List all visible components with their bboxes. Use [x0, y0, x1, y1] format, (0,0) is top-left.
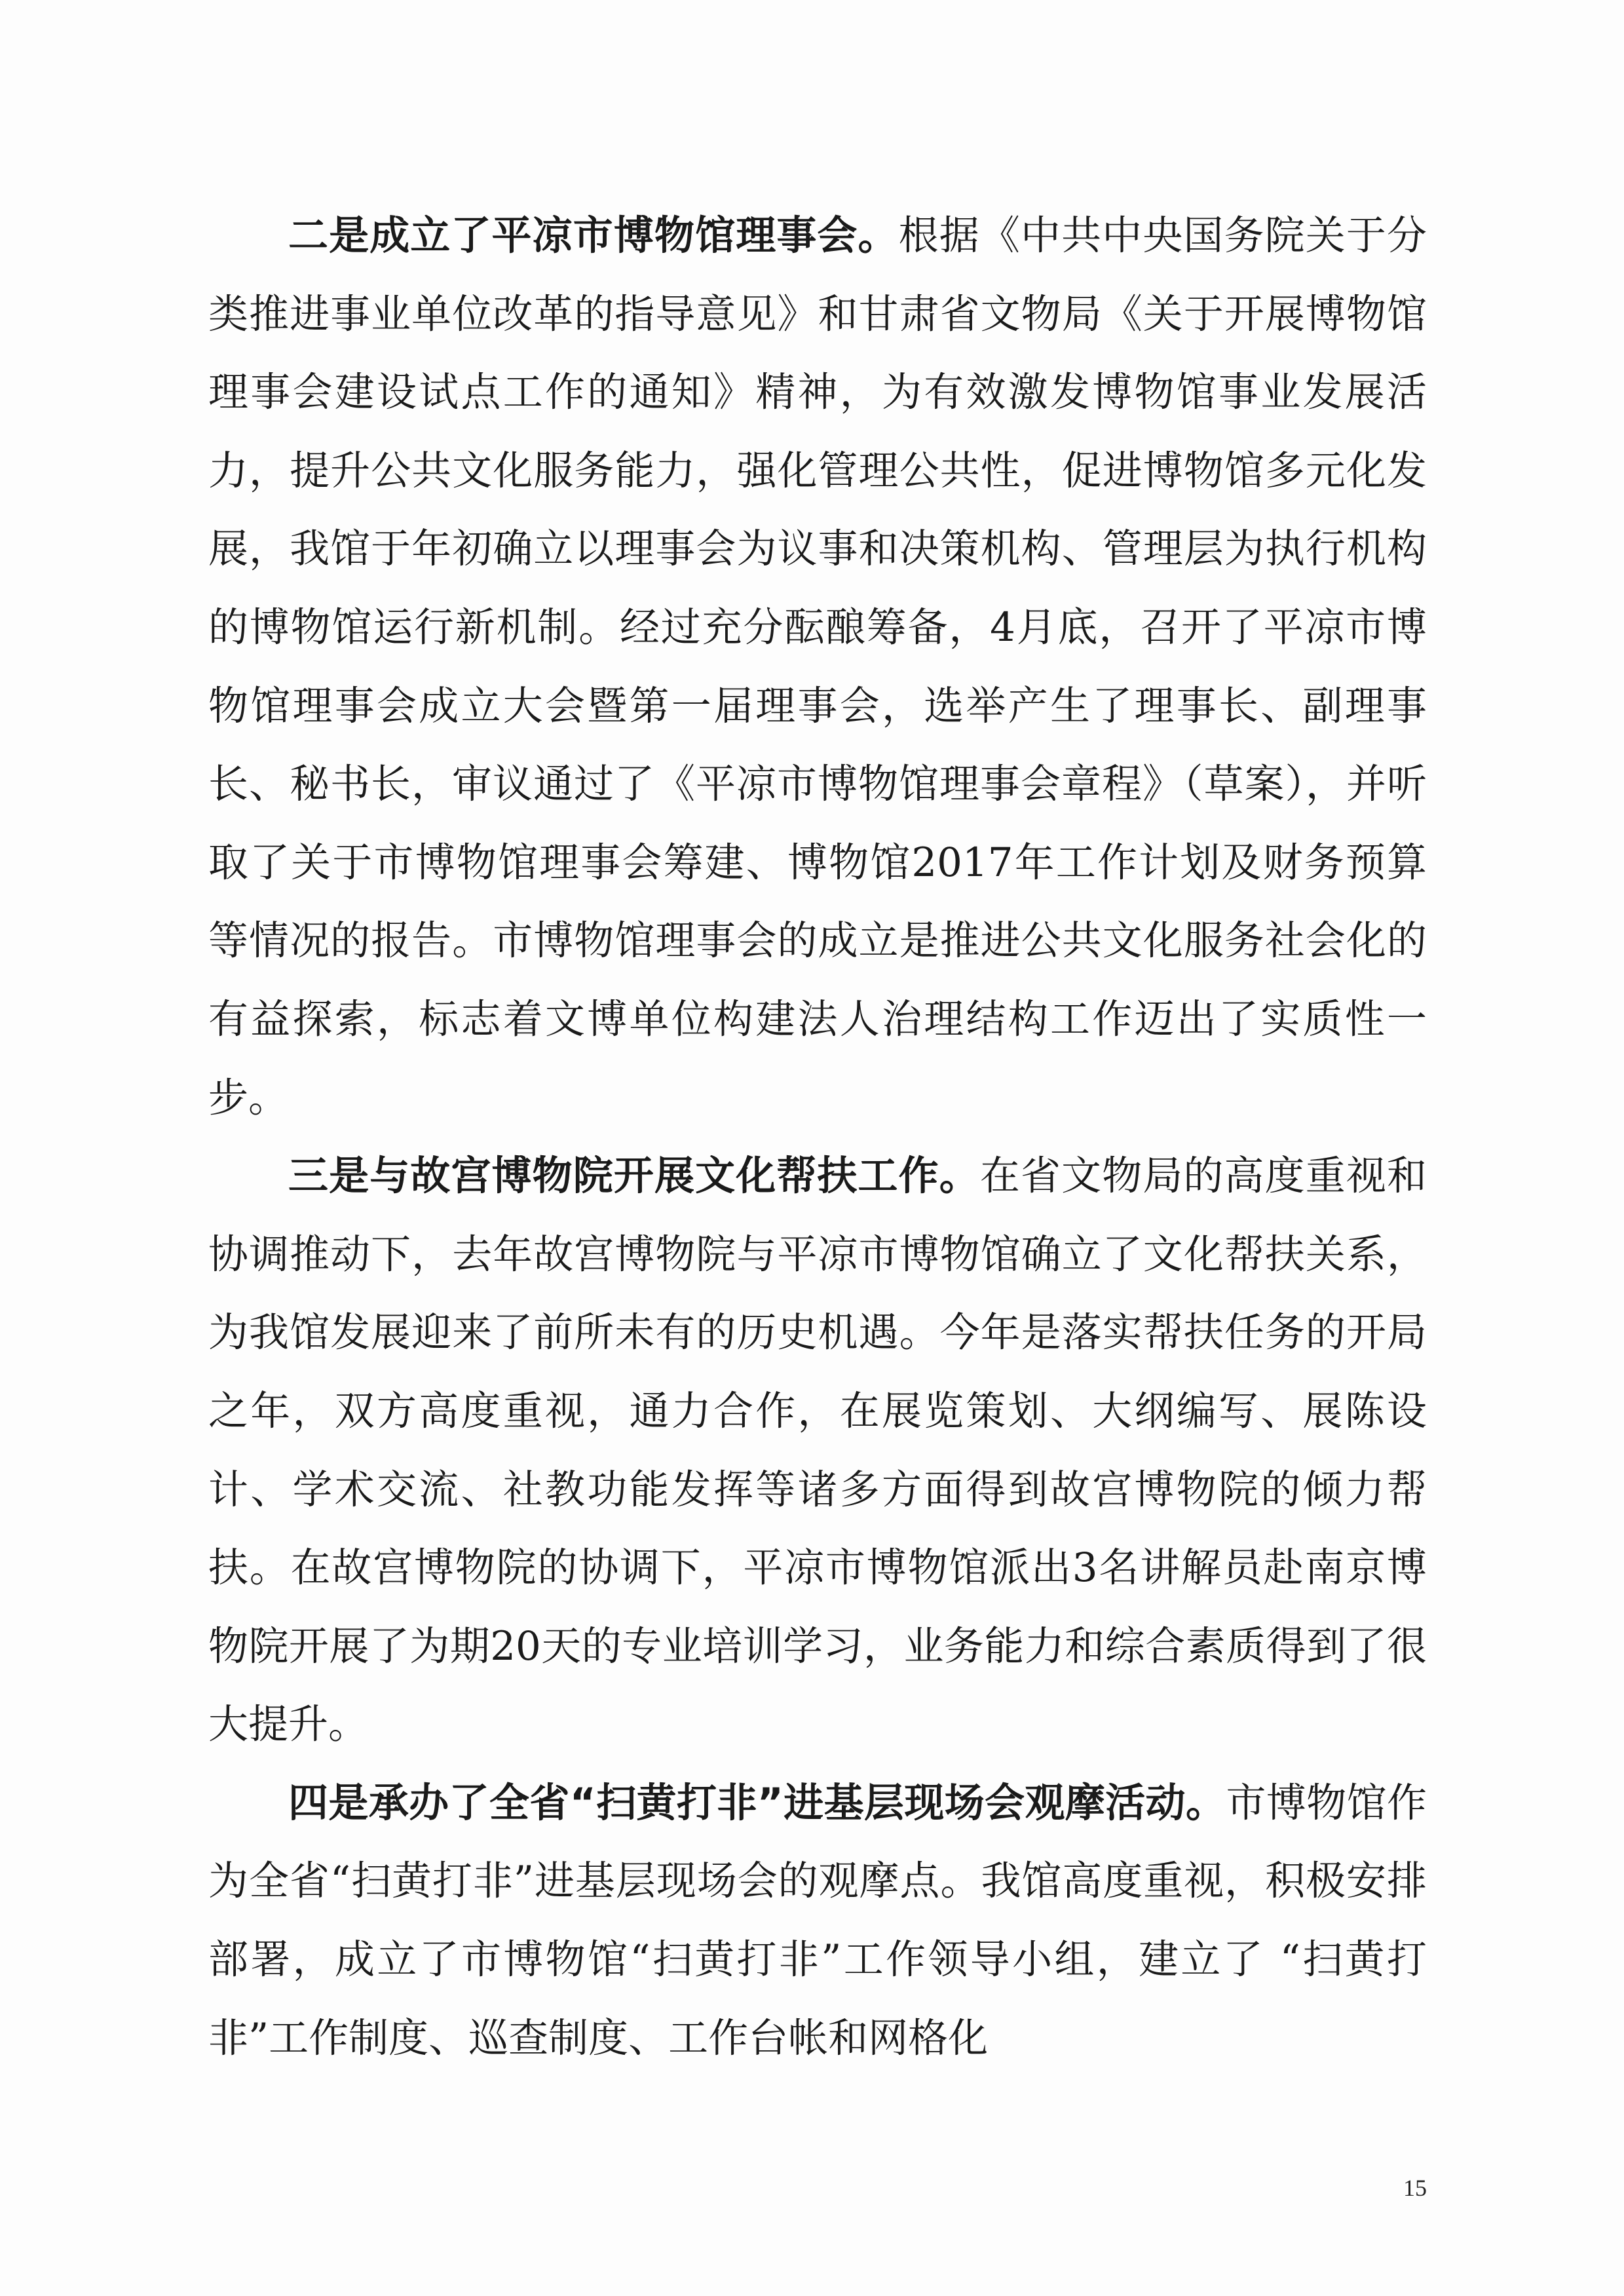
paragraph-body: 市博物馆作为全省“扫黄打非”进基层现场会的观摩点。我馆高度重视，积极安排部署，成立了市博物馆“扫黄打非”工作领导小组，建立了 “扫黄打非”工作制度、巡查制度、工作台帐和网格化 — [208, 1779, 1427, 2061]
paragraph-heading: 三是与故宫博物院开展文化帮扶工作。 — [288, 1153, 980, 1200]
paragraph-heading: 二是成立了平凉市博物馆理事会。 — [288, 212, 899, 259]
paragraph-body: 根据《中共中央国务院关于分类推进事业单位改革的指导意见》和甘肃省文物局《关于开展博物馆理事会建设试点工作的通知》精神，为有效激发博物馆事业发展活力，提升公共文化服务能力，强化管理公共性，促进博物馆多元化发展，我馆于年初确立以理事会为议事和决策机构、管理层为执行机构的博物馆运行新机制。经过充分酝酿筹备，4月底，召开了平凉市博物馆理事会成立大会暨第一届理事会，选举产生了理事长、副理事长、秘书长，审议通过了《平凉市博物馆理事会章程》（草案），并听取了关于市博物馆理事会筹建、博物馆2017年工作计划及财务预算等情况的报告。市博物馆理事会的成立是推进公共文化服务社会化的有益探索，标志着文博单位构建法人治理结构工作迈出了实质性一步。 — [208, 212, 1427, 1121]
paragraph-anti-pornography-event — [208, 1764, 1427, 2077]
body-text — [208, 197, 1427, 2077]
paragraph-museum-council — [208, 197, 1427, 1137]
paragraph-body: 在省文物局的高度重视和协调推动下，去年故宫博物院与平凉市博物馆确立了文化帮扶关系，为我馆发展迎来了前所未有的历史机遇。今年是落实帮扶任务的开局之年，双方高度重视，通力合作，在展览策划、大纲编写、展陈设计、学术交流、社教功能发挥等诸多方面得到故宫博物院的倾力帮扶。在故宫博物院的协调下，平凉市博物馆派出3名讲解员赴南京博物院开展了为期20天的专业培训学习，业务能力和综合素质得到了很大提升。 — [208, 1153, 1427, 1748]
paragraph-palace-museum-assistance — [208, 1137, 1427, 1764]
page-number: 15 — [1403, 2175, 1427, 2201]
paragraph-heading: 四是承办了全省“扫黄打非”进基层现场会观摩活动。 — [288, 1779, 1226, 1826]
